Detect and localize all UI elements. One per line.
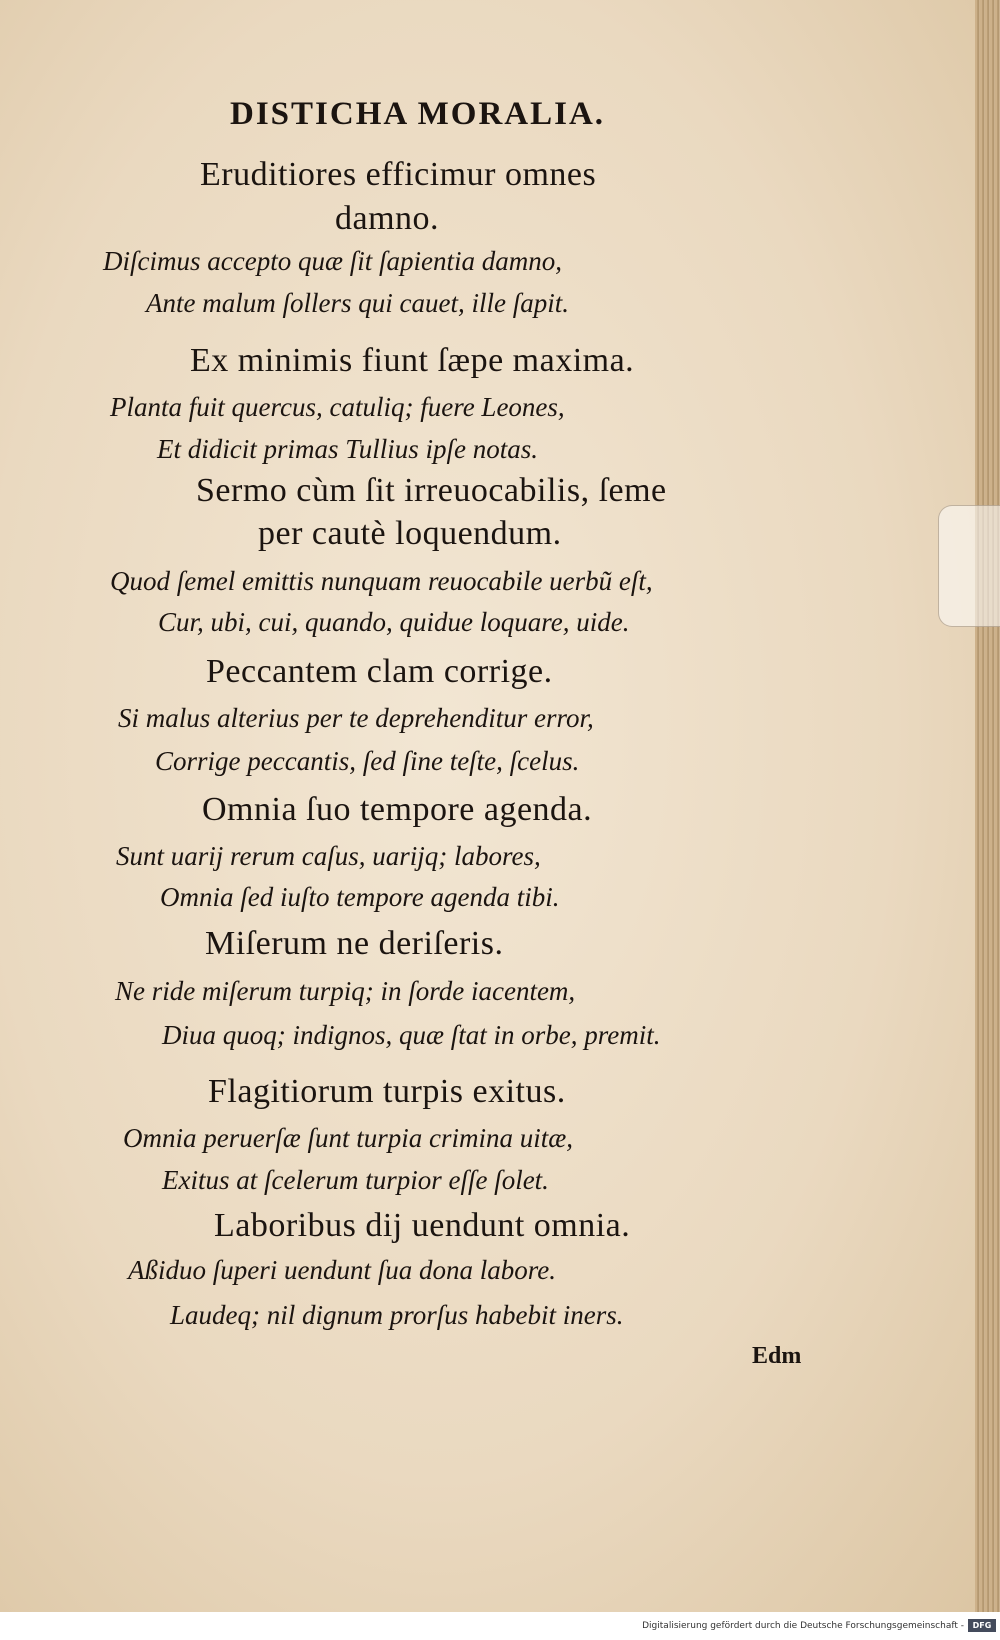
verse-line: Aßiduo ſuperi uendunt ſua dona labore. [128,1255,556,1285]
footer-credit: Digitalisierung gefördert durch die Deutsche Forschungsgemeinschaft - [642,1621,964,1631]
running-header: DISTICHA MORALIA. [230,96,606,132]
verse-line: Omnia ſed iuſto tempore agenda tibi. [160,882,560,912]
verse-line: Ne ride miſerum turpiq; in ſorde iacentem, [115,976,576,1006]
verse-line: Ante malum ſollers qui cauet, ille ſapit. [146,288,569,318]
footer-bar [0,1612,1000,1640]
heading-line: Ex minimis fiunt ſæpe maxima. [190,342,635,379]
heading-line: Laboribus dij uendunt omnia. [214,1207,631,1244]
heading-line: Peccantem clam corrige. [206,653,553,690]
dfg-logo: DFG [968,1619,996,1632]
heading-line: Flagitiorum turpis exitus. [208,1073,566,1110]
verse-line: Quod ſemel emittis nunquam reuocabile uerbũ eſt, [110,566,653,596]
verse-line: Exitus at ſcelerum turpior eſſe ſolet. [162,1165,549,1195]
heading-line: Miſerum ne deriſeris. [205,925,504,962]
verse-line: Laudeq; nil dignum prorſus habebit iners. [170,1300,624,1330]
verse-line: Omnia peruerſæ ſunt turpia crimina uitæ, [123,1123,574,1153]
verse-line: Si malus alterius per te deprehenditur error, [118,703,594,733]
verse-line: Cur, ubi, cui, quando, quidue loquare, uide. [158,607,630,637]
verse-line: Diua quoq; indignos, quæ ſtat in orbe, premit. [162,1020,661,1050]
heading-line: Eruditiores efficimur omnes [200,156,597,193]
heading-line: damno. [335,200,440,237]
heading-line: per cautè loquendum. [258,515,562,552]
heading-line: Sermo cùm ſit irreuocabilis, ſeme [196,472,667,509]
page-edges [975,0,1000,1612]
heading-line: Omnia ſuo tempore agenda. [202,791,593,828]
verse-line: Sunt uarij rerum caſus, uarijq; labores, [116,841,541,871]
verse-line: Corrige peccantis, ſed ſine teſte, ſcelus. [155,746,580,776]
verse-line: Diſcimus accepto quæ ſit ſapientia damno, [103,246,562,276]
catchword: Edm [752,1343,802,1369]
verse-line: Et didicit primas Tullius ipſe notas. [157,434,539,464]
verse-line: Planta fuit quercus, catuliq; fuere Leones, [110,392,565,422]
page-tab-marker [938,505,1000,627]
